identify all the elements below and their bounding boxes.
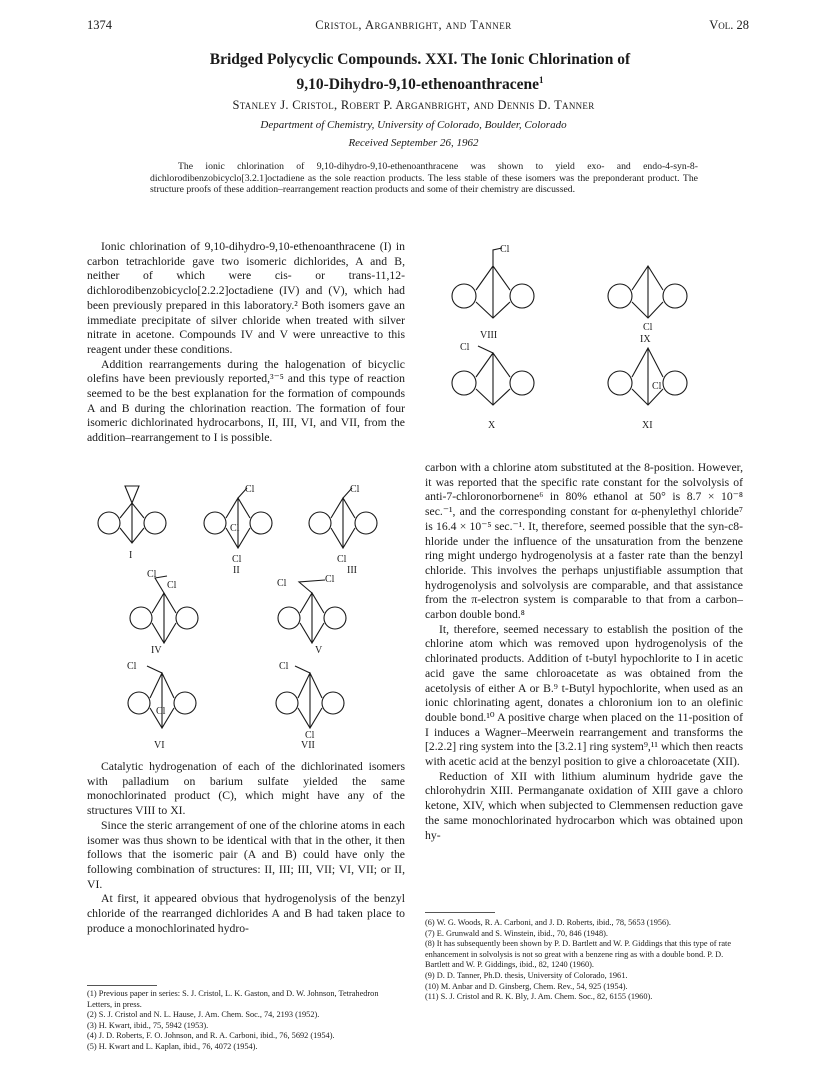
abstract-text: The ionic chlorination of 9,10-dihydro-9,10-ethenoanthracene was shown to yield exo- and endo-4-syn-8-dichlorodibenzobicyclo[3.2.1]octadiene as the sole reaction products. The less stable of these isomers was the preponderant product. The structure proofs of these addition–rearrangement reaction products and some of their chemistry are discussed.: [150, 161, 698, 195]
label-iii: III: [347, 565, 357, 576]
footnote-6: (6) W. G. Woods, R. A. Carboni, and J. D. Roberts, ibid., 78, 5653 (1956).: [425, 918, 672, 927]
footnotes-left: [87, 989, 405, 1053]
label-ii: II: [233, 565, 240, 576]
label-cl-iv-2: Cl: [167, 580, 177, 591]
right-paragraph-2: It, therefore, seemed necessary to establish the position of the chlorine atom which was removed upon hydrogenolysis of the chlorinated products. Addition of t-butyl hypochlorite to I in acetic acid gave the same chloroacetate as was obtained from the acetolysis of either A or B.⁹ t-Butyl hypochlorite, when used as an ionic chlorinating agent, donates a chloronium ion to an olefinic double bond.¹⁰ A positive charge when placed on the 11-position of I induces a Wagner–Meerwein rearrangement and transforms the [2.2.2] ring system into the [3.2.1] ring system⁹,¹¹ which then reacts with acetic acid at the benzyl position to give a chloroacetate (XII).: [425, 622, 743, 769]
left-column-bottom: [87, 760, 405, 936]
right-paragraph-1: carbon with a chlorine atom substituted at the 8-position. However, it was reported that the specific rate constant for the solvolysis of anti-7-chloronorbornene⁶ in 80% ethanol at 50° is 8.7 × 10⁻⁸ sec.⁻¹, and the corresponding constant for α-phenylethyl chloride⁷ is 16.4 × 10⁻⁵ sec.⁻¹. It, therefore, seemed possible that the syn-c8-hloride under the influence of the unsaturation from the benzene ring might undergo hydrogenolysis at a faster rate than the benzyl chloride. This involves the perhaps unjustifiable assumption that hydrogenolysis and solvolysis are comparable, and that assistance from the π-electron system is comparable to that from a carbon–carbon double bond.⁸: [425, 461, 743, 622]
label-cl-v-2: Cl: [325, 574, 335, 585]
left-paragraph-3: Catalytic hydrogenation of each of the dichlorinated isomers with palladium on barium sulfate yielded the same monochlorinated product (C), which might have any of the structures VIII to XI.: [87, 760, 405, 818]
footnotes-right: [425, 918, 743, 1003]
structures-figure-i-vii: [87, 478, 407, 753]
footnote-2: (2) S. J. Cristol and N. L. Hause, J. Am. Chem. Soc., 74, 2193 (1952).: [87, 1010, 320, 1020]
footnote-7: (7) E. Grunwald and S. Winstein, ibid., 70, 846 (1948).: [425, 928, 608, 938]
footnote-11: (11) S. J. Cristol and R. K. Bly, J. Am. Chem. Soc., 82, 6155 (1960).: [425, 992, 653, 1002]
footnote-rule-right: [425, 912, 495, 913]
footnote-1: (1) Previous paper in series: S. J. Cristol, L. K. Gaston, and D. W. Johnson, Tetrahedron Letters, in press.: [87, 989, 379, 1009]
label-cl-vii-1: Cl: [279, 661, 289, 672]
label-cl-ii-bottom: Cl: [232, 554, 242, 565]
left-paragraph-5: At first, it appeared obvious that hydrogenolysis of the benzyl chloride of the rearranged dichlorides A and B had taken place to produce a monochlorinated hydro-: [87, 892, 405, 935]
running-title: Cristol, Arganbright, and Tanner: [315, 18, 512, 32]
title-footnote-mark: 1: [539, 75, 544, 85]
page-number: 1374: [87, 18, 112, 32]
label-vi: VI: [154, 740, 165, 751]
left-paragraph-2: Addition rearrangements during the halogenation of bicyclic olefins have been previously reported,³⁻⁵ and this type of reaction seemed to be the best explanation for the formation of compounds A and B during the chlorination reaction. The formation of four isomeric dichlorinated hydrocarbons, II, III, VI, and VII, from the addition–rearrangement to I is possible.: [87, 357, 405, 445]
label-cl-x: Cl: [460, 342, 470, 353]
label-cl-ii: Cl: [245, 484, 255, 495]
label-cl-vi-1: Cl: [127, 661, 137, 672]
label-cl-xi: Cl: [652, 381, 662, 392]
footnote-9: (9) D. D. Tanner, Ph.D. thesis, University of Colorado, 1961.: [425, 970, 628, 980]
label-vii: VII: [301, 740, 315, 751]
label-cl-vii-2: Cl: [305, 730, 315, 741]
label-iv: IV: [151, 645, 162, 656]
label-cl-vi-2: Cl: [156, 706, 166, 717]
footnote-3: (3) H. Kwart, ibid., 75, 5942 (1953).: [87, 1020, 209, 1030]
title-line-2: 9,10-Dihydro-9,10-ethenoanthracene$^1$: [296, 75, 544, 94]
label-cl-iii-bottom: Cl: [337, 554, 347, 565]
footnote-8: (8) It has subsequently been shown by P. D. Bartlett and W. P. Giddings that this type of rate enhancement in solvolysis is not so great with a benzene ring as with a double bond. P. D. Bartlett and W. P. Giddings, ibid., 82, 1240 (1960).: [425, 939, 732, 970]
label-ix: IX: [640, 334, 651, 345]
left-column-top: [87, 240, 405, 446]
label-cl-iii: Cl: [350, 484, 360, 495]
label-cl-v-1: Cl: [277, 578, 287, 589]
footnote-10: (10) M. Anbar and D. Ginsberg, Chem. Rev., 54, 925 (1954).: [425, 981, 628, 991]
right-paragraph-3: Reduction of XII with lithium aluminum hydride gave the chlorohydrin XIII. Permanganate oxidation of XIII gave a chloro ketone, XIV, which when subjected to Clemmensen reduction gave the same monochlorinated hydrocarbon which was obtained upon hy-: [425, 769, 743, 842]
footnote-rule-left: [87, 985, 157, 986]
label-cl-ix: Cl: [643, 322, 653, 333]
label-x: X: [488, 420, 496, 431]
authors: Stanley J. Cristol, Robert P. Arganbright, and Dennis D. Tanner: [232, 98, 595, 112]
affiliation: Department of Chemistry, University of Colorado, Boulder, Colorado: [260, 119, 567, 131]
label-cl-ii-inner: Cl: [230, 523, 240, 534]
footnote-4: (4) J. D. Roberts, F. O. Johnson, and R. A. Carboni, ibid., 76, 5692 (1954).: [87, 1031, 335, 1041]
abstract: [150, 161, 698, 196]
left-paragraph-4: Since the steric arrangement of one of the chlorine atoms in each isomer was thus shown to be identical with that in the other, it then follows that the isomeric pair (A and B) could have only the following combination of structures: II, III; III, VII; VI, VII; or II, VI.: [87, 818, 405, 891]
label-cl-iv-1: Cl: [147, 569, 157, 580]
label-xi: XI: [642, 420, 653, 431]
label-v: V: [315, 645, 323, 656]
label-i: I: [129, 550, 133, 561]
volume-label: Vol. 28: [709, 18, 749, 32]
title-line-1: Bridged Polycyclic Compounds. XXI. The Ionic Chlorination of: [209, 51, 631, 68]
left-paragraph-1: Ionic chlorination of 9,10-dihydro-9,10-ethenoanthracene (I) in carbon tetrachloride gave two isomeric dichlorides, A and B, neither of which were cis- or trans-11,12-dichlorodibenzobicyclo[2.2.2]octadiene (IV) and (V), which had been previously prepared in this laboratory.² Both isomers gave an immediate precipitate of silver chloride when treated with silver nitrate in acetone. Compounds IV and V were unreactive to this reagent under these conditions.: [87, 240, 405, 356]
right-column: [425, 461, 743, 843]
article-title: [90, 50, 750, 95]
label-cl-viii: Cl: [500, 244, 510, 255]
label-viii: VIII: [480, 330, 498, 341]
received-date: Received September 26, 1962: [348, 137, 479, 149]
footnote-5: (5) H. Kwart and L. Kaplan, ibid., 76, 4072 (1954).: [87, 1041, 258, 1051]
structures-figure-viii-xi: [430, 238, 720, 458]
